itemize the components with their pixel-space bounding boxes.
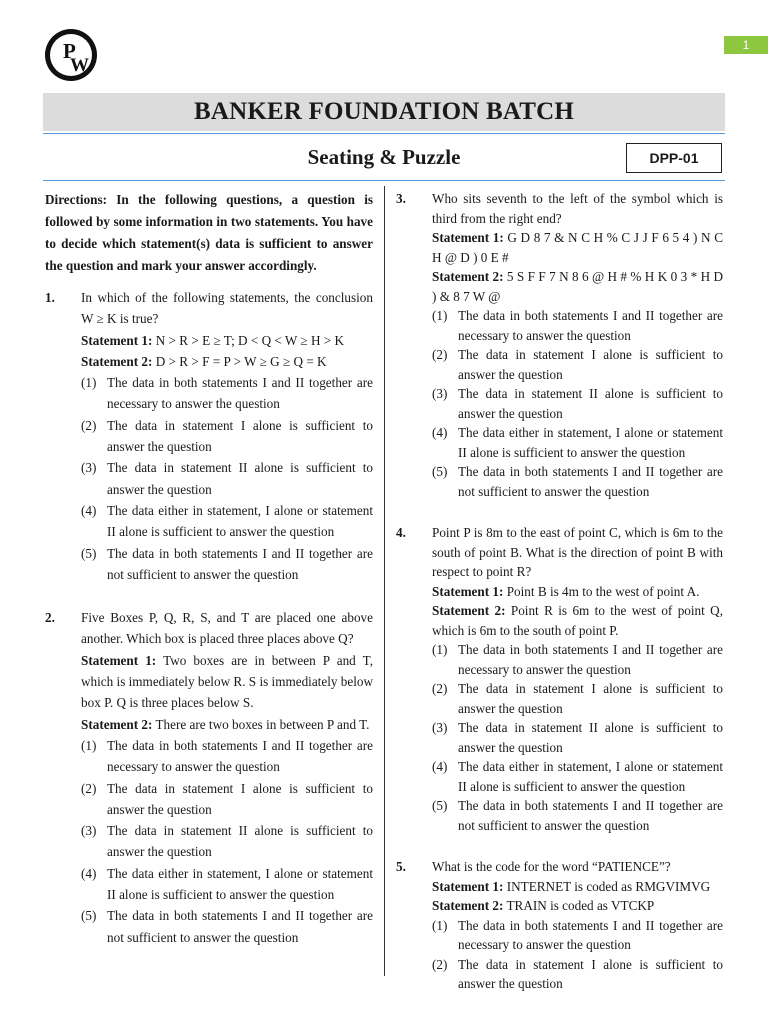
statement-1 — [81, 330, 373, 351]
option-text: The data in statement II alone is sufficient to answer the question — [107, 823, 373, 860]
option-number: (5) — [432, 464, 448, 479]
question-1 — [45, 287, 373, 585]
question-2 — [45, 607, 373, 948]
dpp-label: DPP-01 — [626, 143, 722, 173]
option-number: (4) — [432, 425, 448, 440]
option-number: (2) — [81, 780, 97, 796]
page-number-tab: 1 — [724, 36, 768, 54]
batch-title: BANKER FOUNDATION BATCH — [43, 93, 725, 131]
option-number: (2) — [432, 347, 448, 362]
option-number: (2) — [81, 417, 97, 433]
statement-label: Statement 2: — [432, 898, 504, 913]
option-number: (3) — [432, 386, 448, 401]
option-number: (3) — [81, 823, 97, 839]
question-number: 4. — [396, 525, 406, 540]
option-number: (4) — [81, 865, 97, 881]
statement-2 — [432, 896, 723, 916]
subheader-divider — [43, 180, 725, 181]
logo-letter-w: W — [70, 55, 89, 76]
pw-logo — [44, 28, 98, 82]
header-divider — [43, 133, 725, 134]
question-number: 3. — [396, 191, 406, 206]
option-2 — [432, 955, 723, 994]
statement-label: Statement 1: — [432, 230, 504, 245]
option-5 — [81, 543, 373, 586]
statement-1 — [432, 228, 723, 267]
option-text: The data in both statements I and II together are necessary to answer the question — [458, 308, 723, 343]
statement-2 — [81, 714, 373, 735]
option-text: The data in statement I alone is sufficient to answer the question — [458, 956, 723, 991]
statement-label: Statement 2: — [81, 716, 153, 732]
statement-text: Point R is 6m to the west of point Q, which is 6m to the south of point P. — [432, 603, 723, 638]
option-text: The data in both statements I and II together are necessary to answer the question — [458, 917, 723, 952]
option-5 — [432, 796, 723, 835]
statement-label: Statement 2: — [432, 269, 504, 284]
option-4 — [81, 500, 373, 543]
option-number: (5) — [81, 908, 97, 924]
option-2 — [432, 345, 723, 384]
statement-text: INTERNET is coded as RMGVIMVG — [506, 878, 711, 894]
statement-text: Point B is 4m to the west of point A. — [506, 583, 700, 599]
option-text: The data in statement II alone is sufficient to answer the question — [458, 720, 723, 755]
option-2 — [432, 679, 723, 718]
subject-title: Seating & Puzzle — [307, 145, 461, 169]
option-text: The data in statement II alone is sufficient to answer the question — [458, 386, 723, 421]
option-number: (1) — [81, 737, 97, 753]
option-number: (3) — [432, 720, 448, 735]
option-number: (1) — [432, 308, 448, 323]
option-3 — [432, 718, 723, 757]
option-text: The data in both statements I and II together are necessary to answer the question — [107, 375, 373, 412]
question-text: What is the code for the word “PATIENCE”? — [432, 859, 671, 874]
option-number: (1) — [432, 917, 448, 933]
option-text: The data in both statements I and II together are not sufficient to answer the question — [458, 464, 723, 499]
option-number: (5) — [81, 545, 97, 561]
option-text: The data either in statement, I alone or statement II alone is sufficient to answer the question — [107, 502, 373, 540]
option-text: The data in both statements I and II together are not sufficient to answer the question — [458, 798, 723, 833]
statement-1 — [432, 877, 723, 897]
option-number: (1) — [432, 642, 448, 657]
option-3 — [81, 820, 373, 863]
question-text: Point P is 8m to the east of point C, which is 6m to the south of point B. What is the direction of point B with respect to point R? — [432, 525, 723, 579]
question-4 — [396, 523, 723, 835]
option-3 — [81, 457, 373, 500]
statement-label: Statement 1: — [81, 332, 153, 348]
option-1 — [81, 735, 373, 778]
question-text: Who sits seventh to the left of the symbol which is third from the right end? — [432, 191, 723, 226]
statement-text: N > R > E ≥ T; D < Q < W ≥ H > K — [155, 332, 345, 348]
logo-letter-p: P — [63, 39, 76, 63]
question-number: 1. — [45, 290, 55, 305]
option-4 — [432, 757, 723, 796]
right-column — [396, 189, 723, 1016]
option-5 — [81, 905, 373, 948]
option-number: (2) — [432, 681, 448, 696]
option-text: The data either in statement, I alone or statement II alone is sufficient to answer the question — [107, 865, 373, 903]
option-text: The data in statement I alone is sufficient to answer the question — [458, 347, 723, 382]
option-number: (1) — [81, 375, 97, 391]
statement-1 — [81, 650, 373, 714]
question-3 — [396, 189, 723, 501]
statement-text: 5 S F F 7 N 8 6 @ H # % H K 0 3 * H D ) & 8 7 W @ — [432, 269, 724, 304]
statement-2 — [81, 351, 373, 372]
left-column — [45, 189, 373, 970]
statement-text: G D 8 7 & N C H % C J J F 6 5 4 ) N C H @ D ) 0 E # — [432, 230, 723, 265]
statement-text: D > R > F = P > W ≥ G ≥ Q = K — [155, 353, 327, 369]
option-number: (4) — [81, 502, 97, 518]
question-number: 5. — [396, 859, 406, 874]
option-number: (2) — [432, 956, 448, 972]
option-text: The data in both statements I and II together are not sufficient to answer the question — [107, 908, 373, 945]
statement-label: Statement 1: — [432, 878, 504, 894]
option-text: The data in statement I alone is sufficient to answer the question — [107, 780, 373, 817]
option-1 — [432, 640, 723, 679]
option-1 — [432, 306, 723, 345]
directions-text: Directions: In the following questions, a question is followed by some information in two statements. You have to decide which statement(s) data is sufficient to answer the question and mark your answer accordingly. — [45, 192, 373, 273]
option-number: (5) — [432, 798, 448, 813]
option-text: The data either in statement, I alone or statement II alone is sufficient to answer the question — [458, 759, 723, 794]
question-number: 2. — [45, 610, 55, 626]
option-text: The data either in statement, I alone or statement II alone is sufficient to answer the question — [458, 425, 723, 460]
column-divider — [384, 186, 385, 976]
option-1 — [81, 372, 373, 415]
option-2 — [81, 778, 373, 821]
option-5 — [432, 462, 723, 501]
statement-label: Statement 1: — [81, 652, 157, 668]
option-1 — [432, 916, 723, 955]
option-4 — [432, 423, 723, 462]
option-text: The data in statement II alone is sufficient to answer the question — [107, 460, 373, 497]
statement-label: Statement 1: — [432, 583, 504, 599]
option-2 — [81, 415, 373, 458]
statement-1 — [432, 582, 723, 602]
question-text: Five Boxes P, Q, R, S, and T are placed one above another. Which box is placed three places above Q? — [81, 610, 373, 647]
option-number: (4) — [432, 759, 448, 774]
option-text: The data in both statements I and II together are necessary to answer the question — [458, 642, 723, 677]
statement-label: Statement 2: — [81, 353, 153, 369]
statement-text: There are two boxes in between P and T. — [155, 716, 370, 732]
option-4 — [81, 863, 373, 906]
option-text: The data in both statements I and II together are necessary to answer the question — [107, 737, 373, 775]
option-text: The data in statement I alone is sufficient to answer the question — [458, 681, 723, 716]
option-number: (3) — [81, 460, 97, 476]
statement-text: TRAIN is coded as VTCKP — [506, 898, 655, 913]
question-5 — [396, 857, 723, 994]
option-text: The data in statement I alone is sufficient to answer the question — [107, 417, 373, 455]
option-text: The data in both statements I and II together are not sufficient to answer the question — [107, 545, 373, 582]
statement-label: Statement 2: — [432, 603, 506, 618]
option-3 — [432, 384, 723, 423]
statement-text: Two boxes are in between P and T, which is immediately below R. S is immediately below box P. Q is three places below S. — [81, 652, 373, 711]
statement-2 — [432, 601, 723, 640]
statement-2 — [432, 267, 723, 306]
question-text: In which of the following statements, the conclusion W ≥ K is true? — [81, 290, 373, 327]
